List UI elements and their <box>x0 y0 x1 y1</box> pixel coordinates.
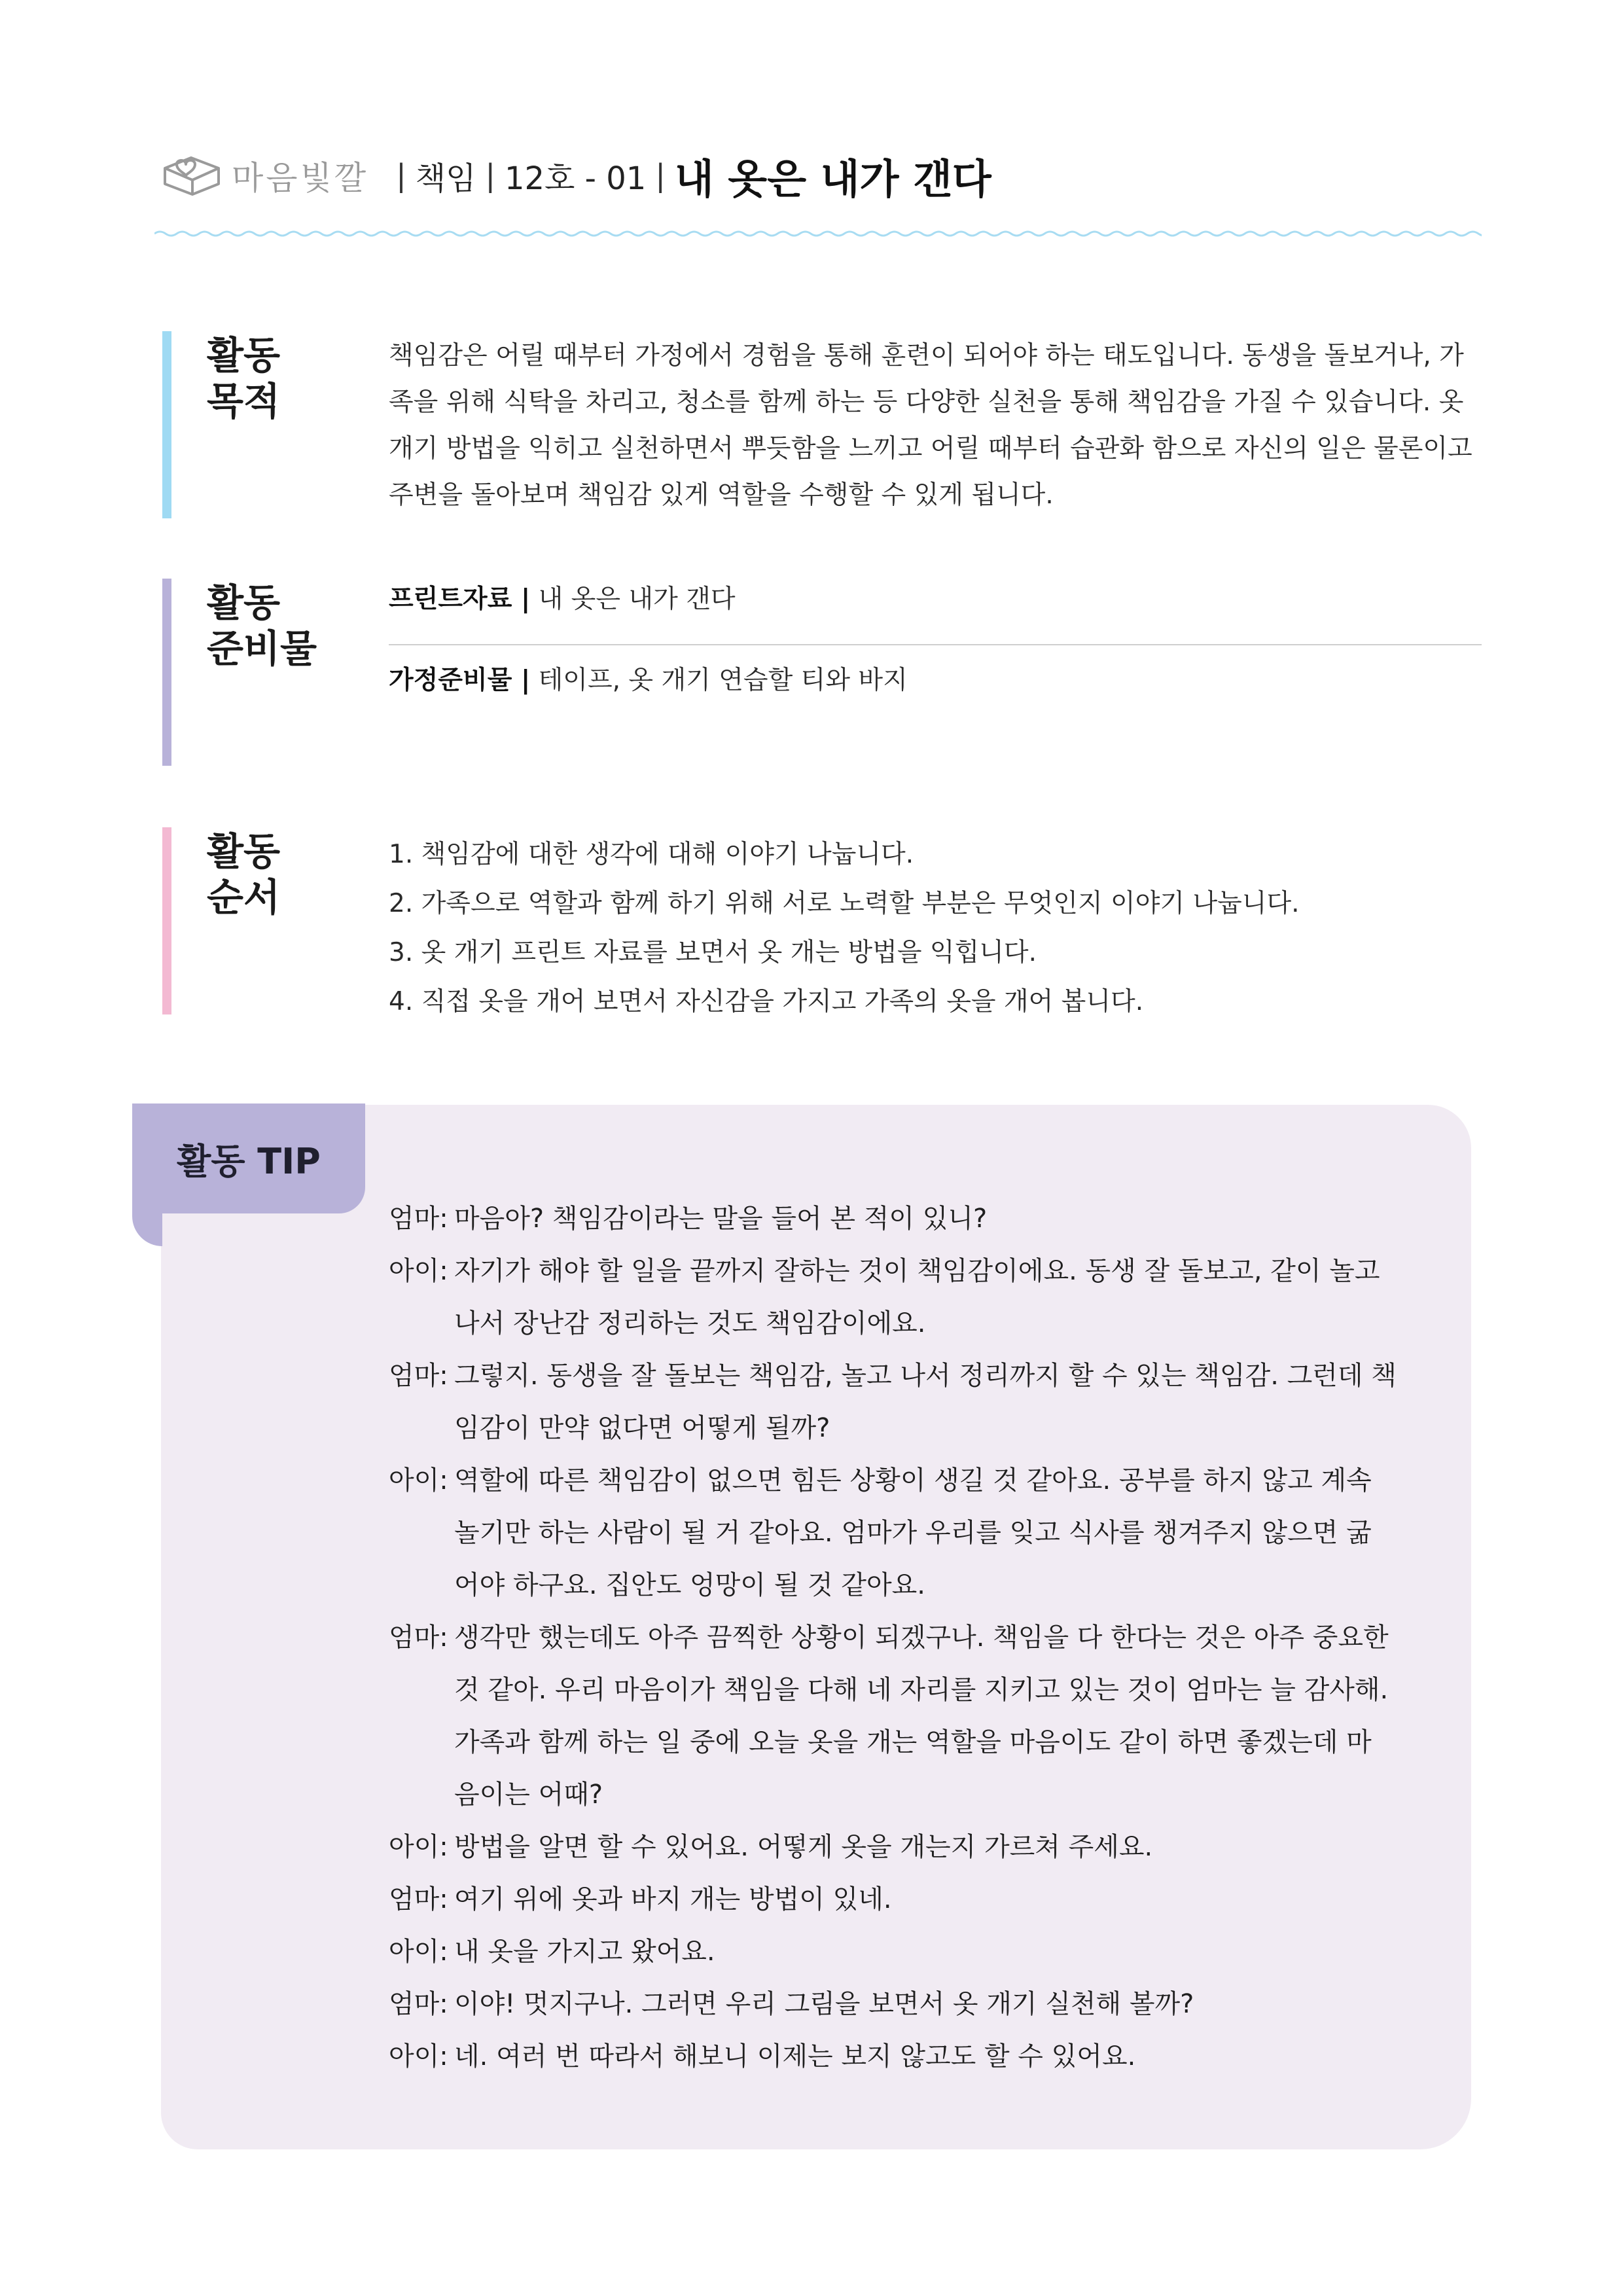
dialogue-line <box>389 1454 1397 1611</box>
purpose-text: 책임감은 어릴 때부터 가정에서 경험을 통해 훈련이 되어야 하는 태도입니다. 동생을 돌보거나, 가족을 위해 식탁을 차리고, 청소를 함께 하는 등 다양한 실천을 통해 책임감을 가질 수 있습니다. 옷 개기 방법을 익히고 실천하면서 뿌듯함을 느끼고 어릴 때부터 습관화 함으로 자신의 일은 물론이고 주변을 돌아보며 책임감 있게 역할을 수행할 수 있게 됩니다. <box>389 341 1472 510</box>
step-item: 1. 책임감에 대한 생각에 대해 이야기 나눕니다. <box>389 840 914 869</box>
dialogue-speaker: 아이: <box>389 1256 448 1286</box>
dialogue-line <box>389 1350 1397 1454</box>
tip-tab-label: 활동 TIP <box>132 1103 365 1213</box>
purpose-section-title: 활동 목적 <box>207 333 281 423</box>
dialogue-line <box>389 1193 1397 1245</box>
home-material-row <box>389 661 908 700</box>
dialogue-text: 생각만 했는데도 아주 끔찍한 상황이 되겠구나. 책임을 다 한다는 것은 아주 중요한 것 같아. 우리 마음이가 책임을 다해 네 자리를 지키고 있는 것이 엄마는 늘 감사해. 가족과 함께 하는 일 중에 오늘 옷을 개는 역할을 마음이도 같이 하면 좋겠는데 마음이는 어때? <box>454 1623 1389 1810</box>
dialogue-line <box>389 1245 1397 1350</box>
dialogue-line <box>389 1821 1397 1873</box>
home-material-label: 가정준비물 | <box>389 666 531 695</box>
header-separator: | <box>396 158 406 193</box>
tip-dialogue <box>389 1193 1397 2083</box>
purpose-accent-bar <box>162 331 171 518</box>
dialogue-text: 내 옷을 가지고 왔어요. <box>454 1937 715 1967</box>
dialogue-text: 마음아? 책임감이라는 말을 들어 본 적이 있니? <box>454 1204 988 1234</box>
dialogue-line <box>389 1873 1397 1926</box>
header-separator: | <box>485 158 495 193</box>
dialogue-line <box>389 1978 1397 2030</box>
order-section-title: 활동 순서 <box>207 829 281 920</box>
dialogue-speaker: 아이: <box>389 2041 448 2072</box>
dialogue-speaker: 엄마: <box>389 1623 448 1653</box>
dialogue-line <box>389 2030 1397 2083</box>
dialogue-speaker: 아이: <box>389 1832 448 1862</box>
dialogue-text: 자기가 해야 할 일을 끝까지 잘하는 것이 책임감이에요. 동생 잘 돌보고, 같이 놀고 나서 장난감 정리하는 것도 책임감이에요. <box>454 1256 1380 1338</box>
dialogue-speaker: 아이: <box>389 1465 448 1496</box>
dialogue-text: 방법을 알면 할 수 있어요. 어떻게 옷을 개는지 가르쳐 주세요. <box>454 1832 1153 1862</box>
dialogue-text: 그렇지. 동생을 잘 돌보는 책임감, 놀고 나서 정리까지 할 수 있는 책임감. 그런데 책임감이 만약 없다면 어떻게 될까? <box>454 1361 1397 1443</box>
dialogue-speaker: 엄마: <box>389 1361 448 1391</box>
home-material-value: 테이프, 옷 개기 연습할 티와 바지 <box>538 666 908 695</box>
dialogue-line <box>389 1926 1397 1978</box>
dialogue-speaker: 엄마: <box>389 1204 448 1234</box>
print-material-label: 프린트자료 | <box>389 584 531 614</box>
step-item: 2. 가족으로 역할과 함께 하기 위해 서로 노력할 부분은 무엇인지 이야기 나눕니다. <box>389 889 1300 918</box>
print-material-row <box>389 580 736 619</box>
step-item: 3. 옷 개기 프린트 자료를 보면서 옷 개는 방법을 익힙니다. <box>389 938 1037 967</box>
dialogue-text: 네. 여러 번 따라서 해보니 이제는 보지 않고도 할 수 있어요. <box>454 2041 1136 2072</box>
brand-logo-text: 마음빛깔 <box>232 159 369 197</box>
dialogue-text: 역할에 따른 책임감이 없으면 힘든 상황이 생길 것 같아요. 공부를 하지 않고 계속 놀기만 하는 사람이 될 거 같아요. 엄마가 우리를 잊고 식사를 챙겨주지 않으면 굶어야 하구요. 집안도 엉망이 될 것 같아요. <box>454 1465 1372 1600</box>
dialogue-text: 이야! 멋지구나. 그러면 우리 그림을 보면서 옷 개기 실천해 볼까? <box>454 1989 1194 2019</box>
page-title: 내 옷은 내가 갠다 <box>674 154 991 203</box>
materials-divider <box>389 644 1482 645</box>
step-item: 4. 직접 옷을 개어 보면서 자신감을 가지고 가족의 옷을 개어 봅니다. <box>389 987 1144 1016</box>
dialogue-speaker: 엄마: <box>389 1884 448 1914</box>
print-material-value: 내 옷은 내가 갠다 <box>538 584 736 614</box>
dialogue-line <box>389 1611 1397 1821</box>
activity-steps-list <box>389 830 1300 1026</box>
materials-section-title: 활동 준비물 <box>207 581 317 671</box>
dialogue-text: 여기 위에 옷과 바지 개는 방법이 있네. <box>454 1884 892 1914</box>
wave-divider <box>154 224 1482 243</box>
dialogue-speaker: 엄마: <box>389 1989 448 2019</box>
header-issue: 12호 - 01 <box>504 160 647 197</box>
header-category: 책임 <box>415 160 476 197</box>
heart-box-logo-icon <box>160 152 224 198</box>
order-accent-bar <box>162 827 171 1014</box>
materials-accent-bar <box>162 579 171 766</box>
page-header <box>160 143 991 208</box>
header-separator: | <box>655 158 666 193</box>
dialogue-speaker: 아이: <box>389 1937 448 1967</box>
